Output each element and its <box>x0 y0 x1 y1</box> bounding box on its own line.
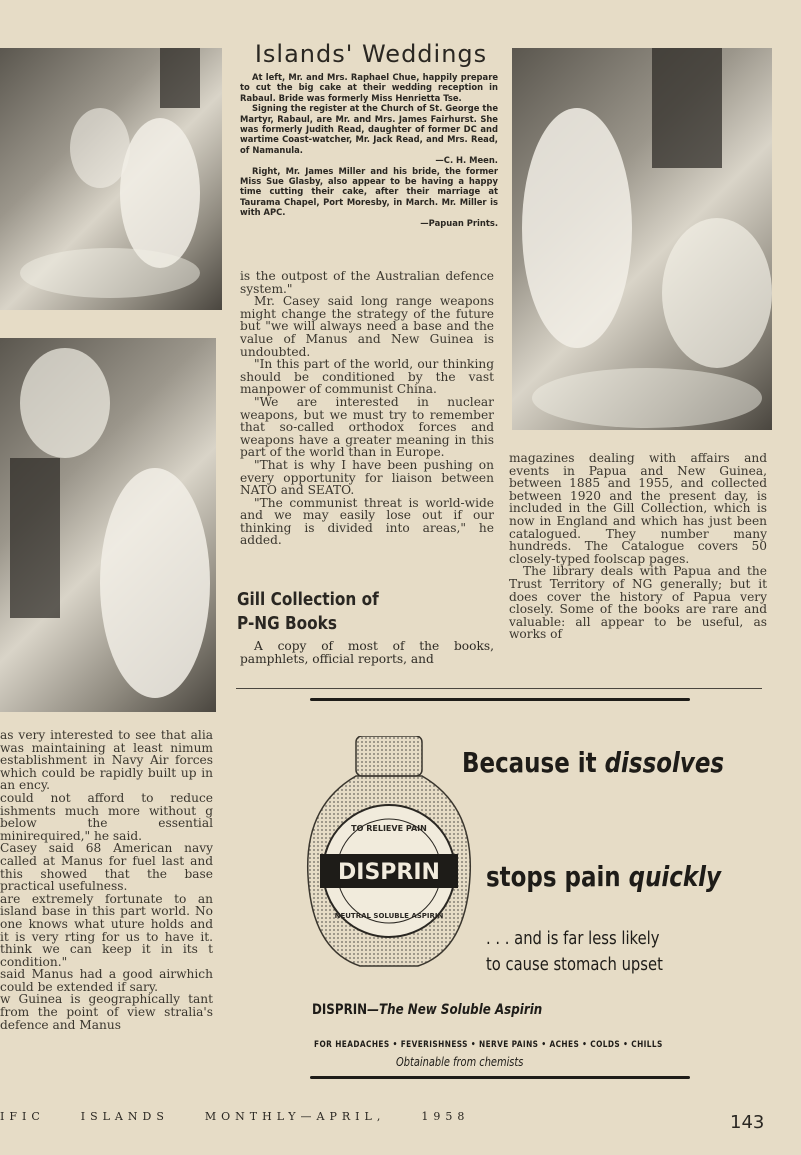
paragraph: could not afford to reduce ishments much more without g below the essential minirequired," he said. <box>0 790 213 843</box>
caption-paragraph: Right, Mr. James Miller and his bride, the former Miss Sue Glasby, also appear to be having a happy time cutting their cake, after their marriage at Taurama Chapel, Port Moresby, in March. Mr. Miller is with APC. <box>240 165 498 218</box>
ad-claim <box>486 926 663 978</box>
divider <box>236 688 762 689</box>
paragraph: is the outpost of the Australian defence system." <box>240 269 494 296</box>
footer-part: 1958 <box>421 1110 470 1123</box>
ad-uses: FOR HEADACHES • FEVERISHNESS • NERVE PAINS • ACHES • COLDS • CHILLS <box>314 1040 663 1050</box>
ad-border-bottom <box>310 1076 690 1079</box>
ad-headline <box>462 746 724 779</box>
article-column-middle <box>240 270 494 547</box>
footer-part: ISLANDS <box>80 1110 169 1123</box>
photo-chue-wedding <box>0 48 222 310</box>
bottle-bottom-text: NEUTRAL SOLUBLE ASPIRIN <box>334 912 444 920</box>
paragraph: Mr. Casey said long range weapons might change the strategy of the future but "we will always need a base and the value of Manus and New Guinea is undoubted. <box>240 294 494 359</box>
ad-claim-line: . . . and is far less likely <box>486 928 660 949</box>
paragraph: A copy of most of the books, pamphlets, official reports, and <box>240 639 494 666</box>
photo-credit: —Papuan Prints. <box>420 217 498 228</box>
paragraph: The library deals with Papua and the Trust Territory of NG generally; but it does cover the history of Papua very closely. Some of the books are rare and valuable: all appear to be useful, as works of <box>509 564 767 642</box>
ad-availability: Obtainable from chemists <box>396 1055 524 1069</box>
paragraph: as very interested to see that alia was maintaining at least nimum establishment in Navy Air forces which could be rapidly built up in an ency. <box>0 728 213 793</box>
bottle-top-text: TO RELIEVE PAIN <box>351 824 427 833</box>
page-footer <box>0 1110 505 1123</box>
article-column-left <box>0 729 213 1031</box>
photo-fairhurst-wedding <box>0 338 216 712</box>
ad-headline-pre: Because it <box>462 746 605 779</box>
ad-brand-tagline: —The New Soluble Aspirin <box>367 1002 543 1018</box>
ad-brand: DISPRIN <box>312 1002 368 1018</box>
page-number: 143 <box>730 1112 765 1133</box>
paragraph: are extremely fortunate to an island base in this part world. No one knows what uture holds and it is very rting for us to have it. think we can keep it in its t condition." <box>0 891 213 969</box>
ad-subheadline <box>486 860 721 893</box>
paragraph: said Manus had a good airwhich could be extended if sary. <box>0 967 213 994</box>
paragraph: "That is why I have been pushing on every opportunity for liaison between NATO and SEATO. <box>240 457 494 498</box>
photo-miller-wedding <box>512 48 772 430</box>
bottle-brand: DISPRIN <box>338 860 440 885</box>
caption-paragraph: At left, Mr. and Mrs. Raphael Chue, happily prepare to cut the big cake at their wedding reception in Rabaul. Bride was formerly Miss Henrietta Tse. <box>240 72 498 103</box>
caption-paragraph: Signing the register at the Church of St. George the Martyr, Rabaul, are Mr. and Mrs. James Fairhurst. She was formerly Judith Read, daughter of former DC and wartime Coast-watcher, Mr. Jack Read, and Mrs. Read, of Namanula. <box>240 103 498 155</box>
gill-heading-line: P-NG Books <box>237 613 337 634</box>
ad-subheadline-pre: stops pain <box>486 860 629 893</box>
ad-headline-emphasis: dissolves <box>604 746 725 779</box>
footer-part: MONTHLY—APRIL, <box>204 1110 386 1123</box>
article-title: Islands' Weddings <box>254 40 488 68</box>
photo-credit: —C. H. Meen. <box>435 155 498 166</box>
article-column-right <box>509 452 767 641</box>
ad-subheadline-emphasis: quickly <box>628 860 722 893</box>
paragraph: w Guinea is geographically tant from the point of view stralia's defence and Manus <box>0 992 213 1032</box>
gill-heading-line: Gill Collection of <box>237 589 379 610</box>
paragraph: "We are interested in nuclear weapons, but we must try to remember that so-called orthodox forces and weapons have a greater meaning in this part of the world than in Europe. <box>240 394 494 460</box>
paragraph: "The communist threat is world-wide and we may easily lose out if our thinking is divided into areas," he added. <box>240 495 494 548</box>
paragraph: "In this part of the world, our thinking should be conditioned by the vast manpower of communist China. <box>240 357 494 397</box>
paragraph: magazines dealing with affairs and events in Papua and New Guinea, between 1885 and 1955, and collected between 1920 and the present day, is included in the Gill Collection, which is now in England and which has just been catalogued. They number many hundreds. The Catalogue covers 50 closely-typed foolscap pages. <box>509 451 767 566</box>
photo-caption <box>240 72 498 228</box>
disprin-bottle-illustration <box>304 736 474 972</box>
disprin-advertisement <box>300 690 725 1090</box>
paragraph: Casey said 68 American navy called at Manus for fuel last and this showed that the base practical usefulness. <box>0 841 213 894</box>
ad-border-top <box>310 698 690 701</box>
ad-claim-line: to cause stomach upset <box>486 954 663 975</box>
gill-heading <box>237 588 407 636</box>
gill-text <box>240 640 494 665</box>
footer-part: IFIC <box>0 1110 45 1123</box>
ad-brand-line <box>312 1002 542 1018</box>
